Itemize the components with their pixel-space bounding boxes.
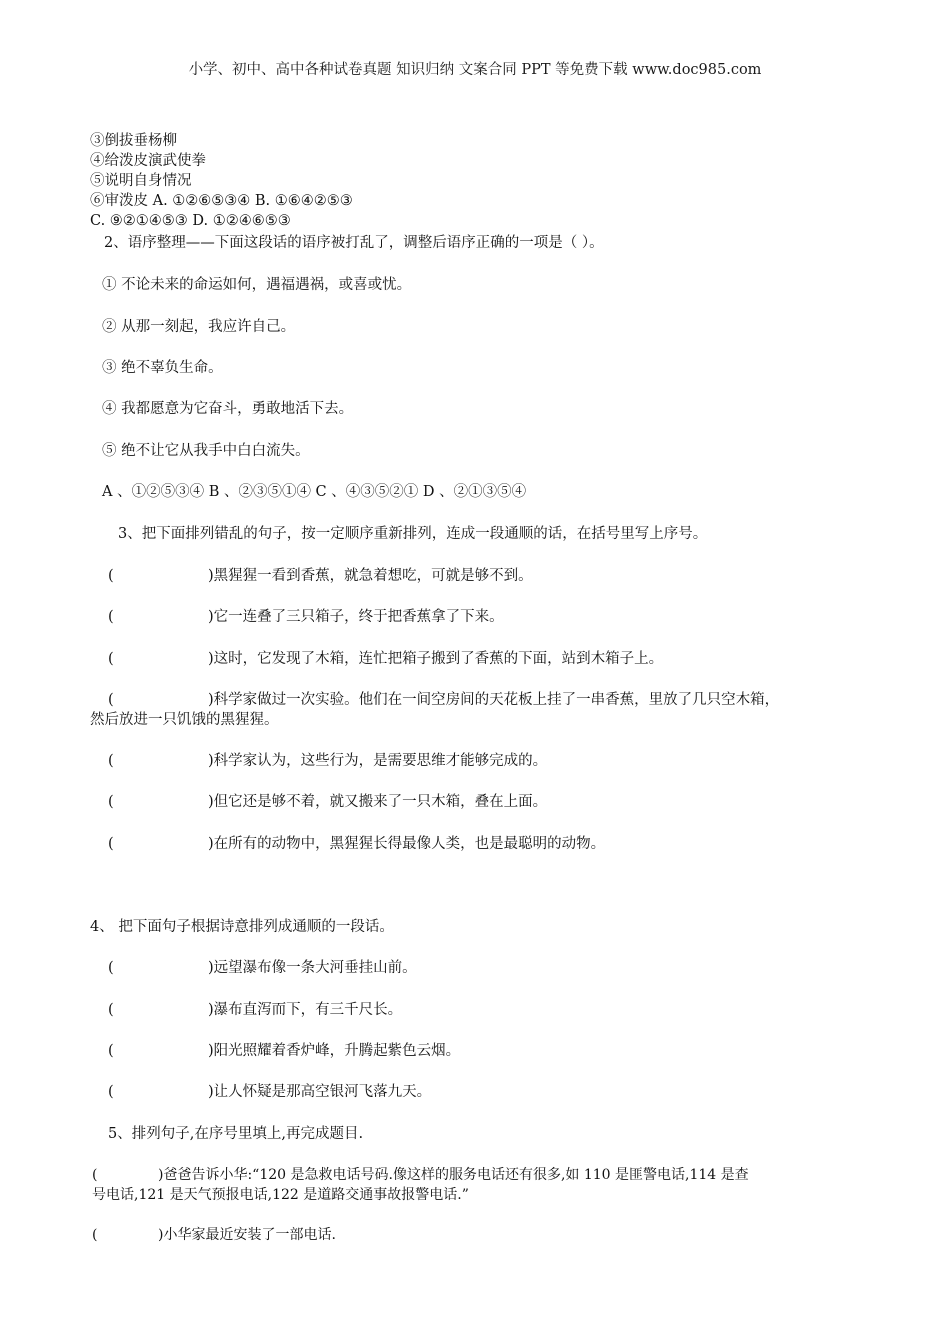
- q2-options: A 、①②⑤③④ B 、②③⑤①④ C 、④③⑤②① D 、②①③⑤④: [102, 484, 527, 500]
- q5-blank-1[interactable]: (: [92, 1167, 98, 1183]
- q1-line-2: ④给泼皮演武使拳: [90, 153, 206, 169]
- q2-title: 2、语序整理——下面这段话的语序被打乱了，调整后语序正确的一项是（ ）。: [104, 235, 604, 251]
- q3-item-6: )但它还是够不着，就又搬来了一只木箱，叠在上面。: [208, 794, 548, 810]
- q3-item-4-continuation: 然后放进一只饥饿的黑猩猩。: [90, 712, 279, 728]
- q5-title: 5、排列句子,在序号里填上,再完成题目.: [108, 1126, 364, 1142]
- q3-blank-4[interactable]: (: [108, 692, 114, 708]
- q4-blank-3[interactable]: (: [108, 1043, 114, 1059]
- q5-item-1-line-2: 号电话,121 是天气预报电话,122 是道路交通事故报警电话.”: [92, 1187, 469, 1203]
- q3-item-2: )它一连叠了三只箱子，终于把香蕉拿了下来。: [208, 609, 504, 625]
- q2-item-4: ④ 我都愿意为它奋斗，勇敢地活下去。: [102, 401, 354, 417]
- q1-line-4: ⑥审泼皮 A. ①②⑥⑤③④ B. ①⑥④②⑤③: [90, 193, 353, 209]
- q3-blank-6[interactable]: (: [108, 794, 114, 810]
- q5-item-1-line-1: )爸爸告诉小华:“120 是急救电话号码.像这样的服务电话还有很多,如 110 是匪警电话,114 是查: [158, 1167, 749, 1183]
- q3-item-7: )在所有的动物中，黑猩猩长得最像人类，也是最聪明的动物。: [208, 836, 606, 852]
- q3-item-5: )科学家认为，这些行为，是需要思维才能够完成的。: [208, 753, 548, 769]
- q3-blank-5[interactable]: (: [108, 753, 114, 769]
- q4-item-2: )瀑布直泻而下，有三千尺长。: [208, 1002, 403, 1018]
- q4-item-4: )让人怀疑是那高空银河飞落九天。: [208, 1084, 432, 1100]
- q3-blank-3[interactable]: (: [108, 651, 114, 667]
- q5-blank-2[interactable]: (: [92, 1227, 98, 1243]
- q2-item-2: ② 从那一刻起，我应许自己。: [102, 319, 296, 335]
- q4-item-1: )远望瀑布像一条大河垂挂山前。: [208, 960, 417, 976]
- q3-blank-2[interactable]: (: [108, 609, 114, 625]
- q3-blank-1[interactable]: (: [108, 568, 114, 584]
- q2-item-3: ③ 绝不辜负生命。: [102, 360, 223, 376]
- q1-line-5: C. ⑨②①④⑤③ D. ①②④⑥⑤③: [90, 213, 291, 229]
- q3-item-3: )这时，它发现了木箱，连忙把箱子搬到了香蕉的下面，站到木箱子上。: [208, 651, 664, 667]
- q5-item-2: )小华家最近安装了一部电话.: [158, 1227, 336, 1243]
- q4-item-3: )阳光照耀着香炉峰，升腾起紫色云烟。: [208, 1043, 461, 1059]
- q4-blank-4[interactable]: (: [108, 1084, 114, 1100]
- q4-title: 4、 把下面句子根据诗意排列成通顺的一段话。: [90, 919, 394, 935]
- q2-item-5: ⑤ 绝不让它从我手中白白流失。: [102, 443, 310, 459]
- q3-item-4: )科学家做过一次实验。他们在一间空房间的天花板上挂了一串香蕉，里放了几只空木箱，: [208, 692, 780, 708]
- q2-item-1: ① 不论未来的命运如何，遇福遇祸，或喜或忧。: [102, 277, 412, 293]
- q3-title: 3、把下面排列错乱的句子，按一定顺序重新排列，连成一段通顺的话，在括号里写上序号。: [118, 526, 708, 542]
- q1-line-3: ⑤说明自身情况: [90, 173, 192, 189]
- q4-blank-2[interactable]: (: [108, 1002, 114, 1018]
- q1-line-1: ③倒拔垂杨柳: [90, 133, 177, 149]
- q3-blank-7[interactable]: (: [108, 836, 114, 852]
- q4-blank-1[interactable]: (: [108, 960, 114, 976]
- q3-item-1: )黑猩猩一看到香蕉，就急着想吃，可就是够不到。: [208, 568, 533, 584]
- page-header: 小学、初中、高中各种试卷真题 知识归纳 文案合同 PPT 等免费下载 www.doc985.com: [188, 62, 762, 78]
